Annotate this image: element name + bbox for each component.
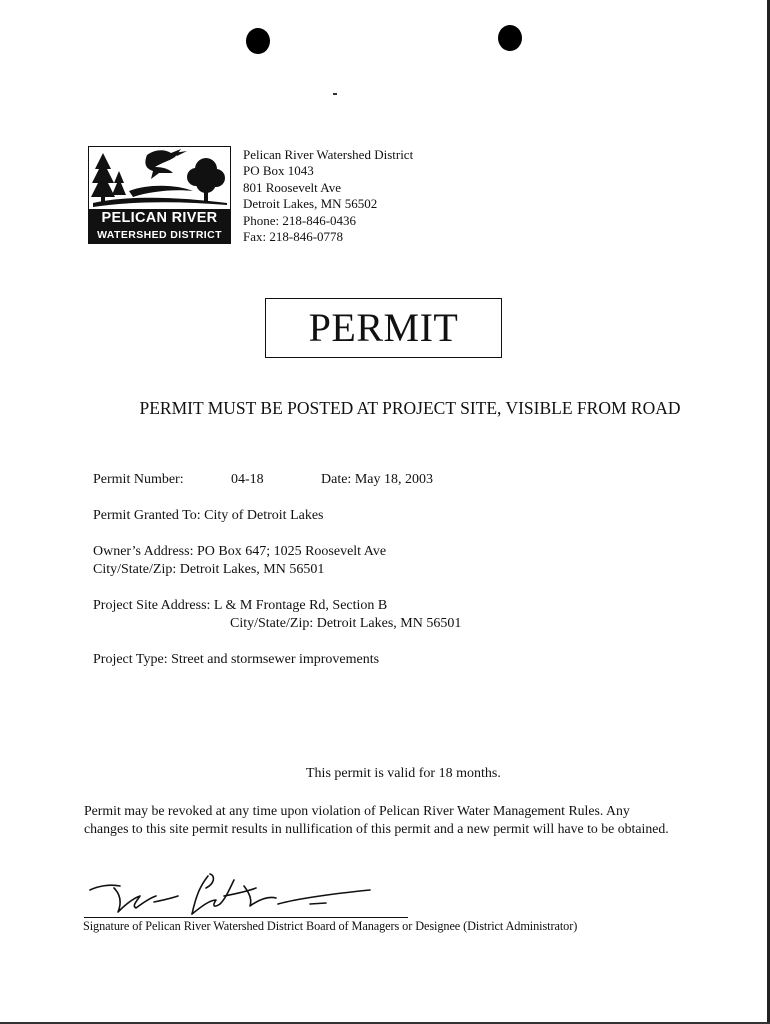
- signature-line: [84, 917, 408, 918]
- permit-number-label: Permit Number:: [93, 472, 184, 487]
- scan-speck: [333, 93, 337, 95]
- handwritten-signature: [80, 866, 380, 918]
- address-line: Phone: 218-846-0436: [243, 212, 357, 228]
- logo-title: PELICAN RIVER: [89, 209, 230, 228]
- address-line: PO Box 1043: [243, 163, 314, 179]
- changes-condition: changes to this site permit results in nullification of this permit and a new permit will have to be obtained.: [84, 821, 669, 836]
- project-type: Project Type: Street and stormsewer improvements: [93, 652, 380, 667]
- posting-notice: PERMIT MUST BE POSTED AT PROJECT SITE, VISIBLE FROM ROAD: [139, 398, 681, 418]
- address-line: Pelican River Watershed District: [243, 147, 414, 162]
- permit-date: Date: May 18, 2003: [321, 472, 433, 487]
- logo-subtitle: WATERSHED DISTRICT: [89, 228, 230, 243]
- revocation-condition: Permit may be revoked at any time upon violation of Pelican River Water Management Rules. Any: [84, 803, 630, 818]
- logo-landscape-icon: [89, 147, 230, 209]
- owner-address: Owner’s Address: PO Box 647; 1025 Roosevelt Ave: [93, 544, 387, 559]
- validity-statement: This permit is valid for 18 months.: [306, 766, 501, 781]
- permit-title-box: [265, 298, 502, 358]
- signature-caption: Signature of Pelican River Watershed District Board of Managers or Designee (District Administrator): [83, 919, 578, 933]
- district-address-block: [243, 147, 413, 245]
- punch-hole-left: [246, 28, 270, 54]
- site-city-state-zip: City/State/Zip: Detroit Lakes, MN 56501: [230, 616, 462, 631]
- permit-granted-to: Permit Granted To: City of Detroit Lakes: [93, 508, 324, 523]
- address-line: Fax: 218-846-0778: [243, 229, 344, 245]
- address-line: 801 Roosevelt Ave: [243, 179, 341, 195]
- project-site-address: Project Site Address: L & M Frontage Rd, Section B: [93, 598, 388, 613]
- punch-hole-right: [498, 25, 522, 51]
- district-logo: [88, 146, 231, 244]
- owner-city-state-zip: City/State/Zip: Detroit Lakes, MN 56501: [93, 562, 325, 577]
- address-line: Detroit Lakes, MN 56502: [243, 196, 378, 212]
- permit-number-value: 04-18: [231, 472, 264, 487]
- permit-title: PERMIT: [308, 305, 459, 350]
